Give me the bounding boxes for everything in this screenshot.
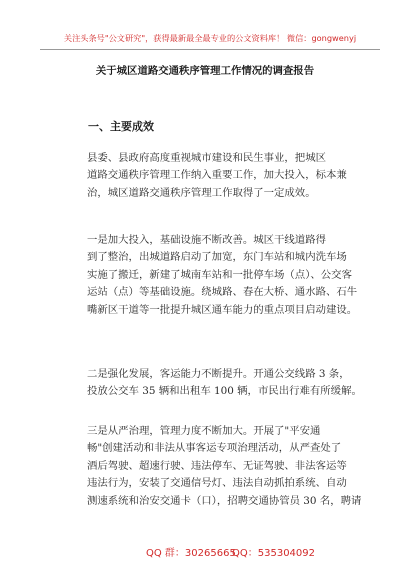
header-promo-note: 关注头条号"公文研究"，获得最新最全最专业的公文资料库！ 微信：gongwenyj	[40, 27, 380, 50]
paragraph-line: 违法行为，安装了交通信号灯、违法自动抓拍系统、自动	[87, 477, 347, 490]
section-heading: 一、主要成效	[88, 120, 154, 133]
paragraph-intro	[87, 150, 367, 202]
paragraph-line: 到了整治，出城道路启动了加宽，东门车站和城内洗车场	[87, 251, 347, 264]
paragraph-governance	[87, 423, 367, 510]
footer-qq-contact: QQ：535304092	[232, 548, 316, 559]
paragraph-line: 实施了搬迁，新建了城南车站和一批停车场（点）、公交客	[87, 268, 352, 281]
paragraph-line: 嘴新区干道等一批提升城区通车能力的重点项目启动建设。	[87, 303, 358, 316]
footer-qq-group: QQ 群：30265665	[146, 548, 236, 559]
document-title: 关于城区道路交通秩序管理工作情况的调查报告	[95, 65, 315, 77]
paragraph-development	[87, 366, 367, 401]
paragraph-line: 道路交通秩序管理工作纳入重要工作，加大投入，标本兼	[87, 169, 347, 182]
paragraph-line: 运站（点）等基础设施。绕城路、春在大桥、通水路、石牛	[87, 286, 358, 299]
paragraph-line: 三是从严治理，管理力度不断加大。开展了"平安通	[87, 425, 321, 437]
paragraph-line: 畅"创建活动和非法从事客运专项治理活动，从严查处了	[87, 442, 342, 455]
paragraph-line: 酒后驾驶、超速行驶、违法停车、无证驾驶、非法客运等	[87, 459, 347, 472]
paragraph-line: 治，城区道路交通秩序管理工作取得了一定成效。	[87, 186, 316, 199]
paragraph-line: 二是强化发展，客运能力不断提升。开通公交线路 3 条，	[87, 368, 350, 380]
paragraph-line: 测速系统和治安交通卡（口），招聘交通协管员 30 名，聘请	[87, 494, 362, 507]
paragraph-line: 投放公交车 35 辆和出租车 100 辆，市民出行难有所缓解。	[87, 385, 362, 398]
paragraph-line: 一是加大投入，基础设施不断改善。城区干线道路得	[87, 234, 326, 246]
paragraph-investment	[87, 232, 367, 319]
paragraph-line: 县委、县政府高度重视城市建设和民生事业，把城区	[87, 152, 326, 164]
footer	[0, 544, 408, 564]
